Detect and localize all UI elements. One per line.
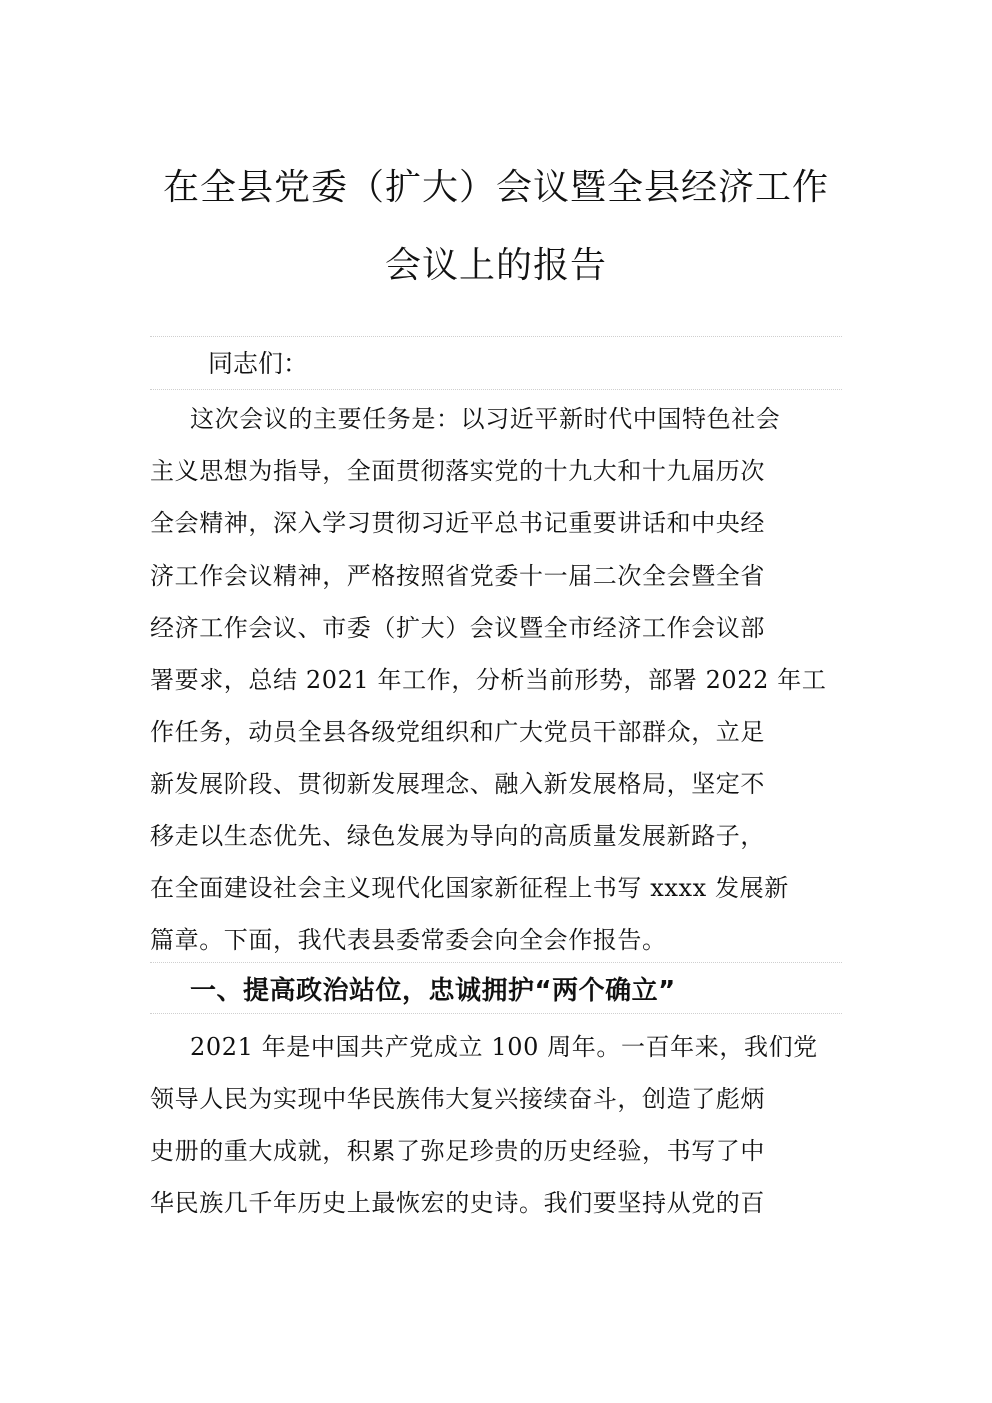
paragraph-line: 新发展阶段、贯彻新发展理念、融入新发展格局，坚定不 xyxy=(150,770,765,798)
document-title-line-2: 会议上的报告 xyxy=(384,245,607,286)
paragraph-line: 史册的重大成就，积累了弥足珍贵的历史经验，书写了中 xyxy=(150,1137,765,1165)
divider xyxy=(150,1013,842,1014)
paragraph-line: 署要求，总结 2021 年工作，分析当前形势，部署 2022 年工 xyxy=(150,666,827,694)
paragraph-line: 华民族几千年历史上最恢宏的史诗。我们要坚持从党的百 xyxy=(150,1189,765,1217)
section-heading-1: 一、提高政治站位，忠诚拥护“两个确立” xyxy=(190,976,676,1006)
paragraph-line: 移走以生态优先、绿色发展为导向的高质量发展新路子， xyxy=(150,822,765,850)
paragraph-line: 经济工作会议、市委（扩大）会议暨全市经济工作会议部 xyxy=(150,614,765,642)
document-title-line-1: 在全县党委（扩大）会议暨全县经济工作 xyxy=(162,167,829,208)
paragraph-line: 在全面建设社会主义现代化国家新征程上书写 xxxx 发展新 xyxy=(150,874,789,902)
paragraph-line: 篇章。下面，我代表县委常委会向全会作报告。 xyxy=(150,926,667,954)
divider xyxy=(150,962,842,963)
paragraph-line: 主义思想为指导，全面贯彻落实党的十九大和十九届历次 xyxy=(150,457,765,485)
paragraph-line: 领导人民为实现中华民族伟大复兴接续奋斗，创造了彪炳 xyxy=(150,1085,765,1113)
divider xyxy=(150,389,842,390)
paragraph-line: 全会精神，深入学习贯彻习近平总书记重要讲话和中央经 xyxy=(150,509,765,537)
paragraph-line: 这次会议的主要任务是：以习近平新时代中国特色社会 xyxy=(190,405,781,433)
paragraph-line: 作任务，动员全县各级党组织和广大党员干部群众，立足 xyxy=(150,718,765,746)
divider xyxy=(150,336,842,337)
paragraph-line: 2021 年是中国共产党成立 100 周年。一百年来，我们党 xyxy=(190,1033,818,1061)
salutation: 同志们： xyxy=(208,349,309,378)
paragraph-line: 济工作会议精神，严格按照省党委十一届二次全会暨全省 xyxy=(150,562,765,590)
